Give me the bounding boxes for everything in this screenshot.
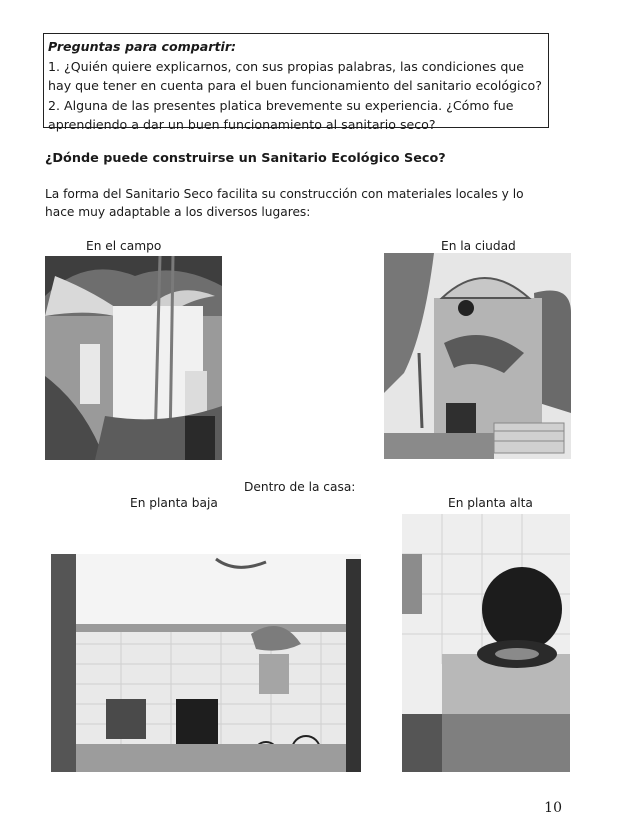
question-2: 2. Alguna de las presentes platica brevemente su experiencia. ¿Cómo fue aprendiendo a dar un buen funcionamiento al sanitario seco? bbox=[48, 97, 514, 132]
caption-campo: En el campo bbox=[86, 239, 162, 253]
caption-ciudad: En la ciudad bbox=[441, 239, 516, 253]
caption-planta-baja: En planta baja bbox=[130, 496, 218, 510]
intro-paragraph: La forma del Sanitario Seco facilita su construcción con materiales locales y lo hace muy adaptable a los diversos lugares: bbox=[45, 187, 524, 219]
caption-planta-alta: En planta alta bbox=[448, 496, 533, 510]
photo-planta-baja bbox=[51, 554, 361, 772]
page-number: 10 bbox=[544, 800, 562, 816]
questions-title: Preguntas para compartir: bbox=[48, 39, 237, 54]
question-1: 1. ¿Quién quiere explicarnos, con sus propias palabras, las condiciones que hay que tener en cuenta para el buen funcionamiento del sanitario ecológico? bbox=[48, 58, 542, 93]
photo-ciudad bbox=[384, 253, 571, 459]
photo-planta-alta bbox=[402, 514, 570, 772]
section-heading: ¿Dónde puede construirse un Sanitario Ecológico Seco? bbox=[45, 151, 446, 166]
photo-campo bbox=[45, 256, 222, 460]
questions-box bbox=[43, 33, 549, 132]
caption-dentro: Dentro de la casa: bbox=[244, 480, 356, 494]
